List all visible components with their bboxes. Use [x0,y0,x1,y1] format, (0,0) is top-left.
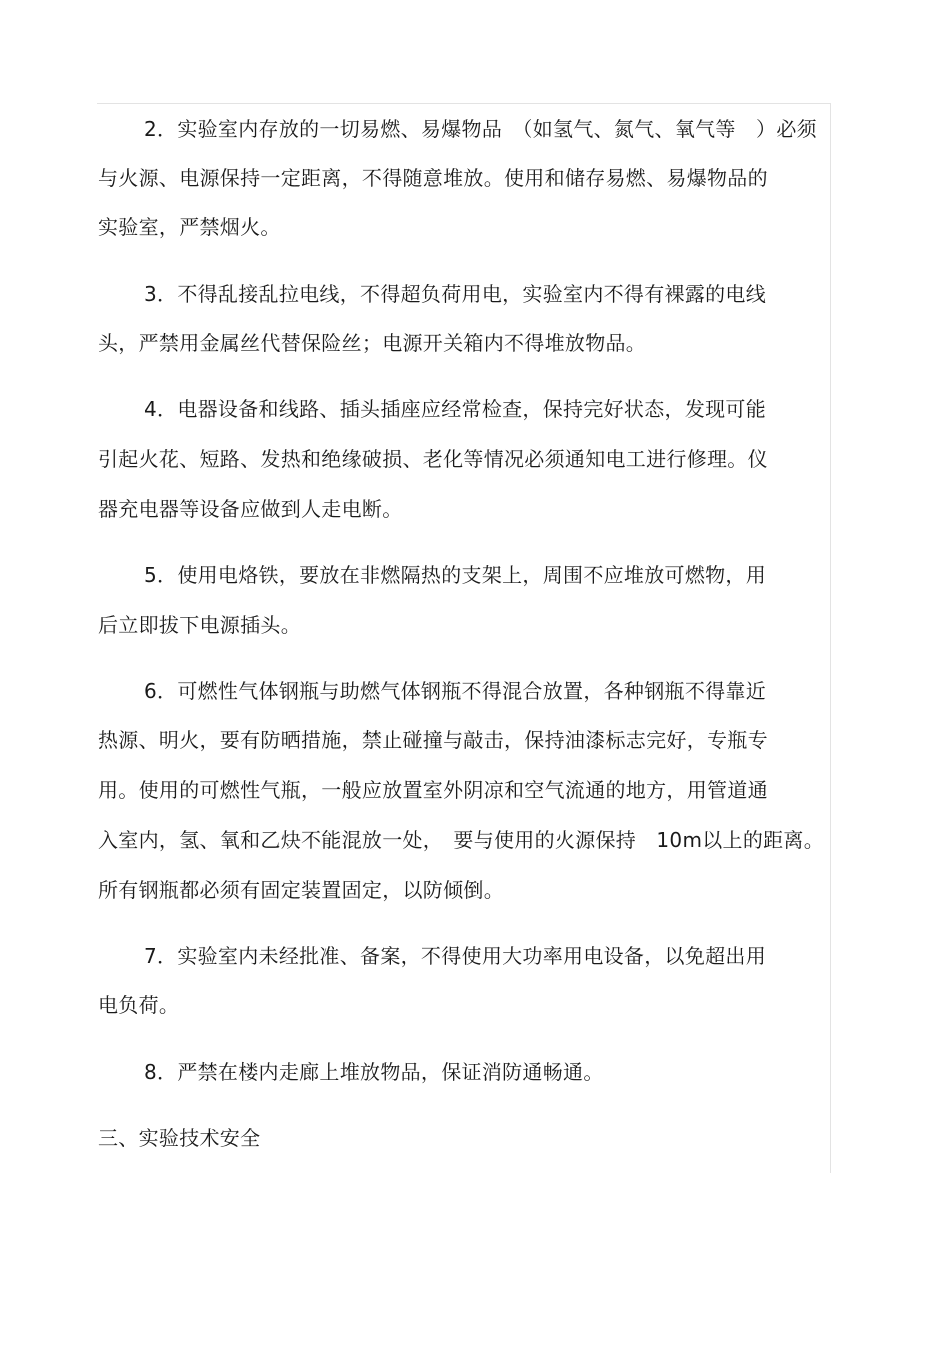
item-6-line-3: 用。使用的可燃性气瓶，一般应放置室外阴凉和空气流通的地方，用管道通 [98,778,768,802]
item-4-line-1: 4．电器设备和线路、插头插座应经常检查，保持完好状态，发现可能 [144,397,767,421]
item-4-line-3: 器充电器等设备应做到人走电断。 [98,497,403,521]
item-6-line-2: 热源、明火，要有防晒措施，禁止碰撞与敲击，保持油漆标志完好，专瓶专 [98,728,768,752]
item-3-line-1: 3．不得乱接乱拉电线，不得超负荷用电，实验室内不得有裸露的电线 [144,282,767,306]
item-7-line-1: 7．实验室内未经批准、备案，不得使用大功率用电设备，以免超出用 [144,944,767,968]
item-2-line-2: 与火源、电源保持一定距离，不得随意堆放。使用和储存易燃、易爆物品的 [98,166,768,190]
item-5-line-2: 后立即拔下电源插头。 [98,613,301,637]
item-6-line-1: 6．可燃性气体钢瓶与助燃气体钢瓶不得混合放置，各种钢瓶不得靠近 [144,679,767,703]
item-6-line-4: 入室内，氢、氧和乙炔不能混放一处， 要与使用的火源保持 10m以上的距离。 [98,828,825,852]
item-7-line-2: 电负荷。 [98,993,180,1017]
item-8-line-1: 8．严禁在楼内走廊上堆放物品，保证消防通畅通。 [144,1060,604,1084]
item-4-line-2: 引起火花、短路、发热和绝缘破损、老化等情况必须通知电工进行修理。仪 [98,447,768,471]
page-frame [97,103,831,1173]
item-6-line-5: 所有钢瓶都必须有固定装置固定，以防倾倒。 [98,878,504,902]
item-5-line-1: 5．使用电烙铁，要放在非燃隔热的支架上，周围不应堆放可燃物，用 [144,563,767,587]
section-heading: 三、实验技术安全 [98,1126,261,1150]
item-2-line-3: 实验室，严禁烟火。 [98,215,281,239]
item-2-line-1: 2．实验室内存放的一切易燃、易爆物品 （如氢气、氮气、氧气等 ）必须 [144,117,817,141]
item-3-line-2: 头，严禁用金属丝代替保险丝；电源开关箱内不得堆放物品。 [98,331,647,355]
